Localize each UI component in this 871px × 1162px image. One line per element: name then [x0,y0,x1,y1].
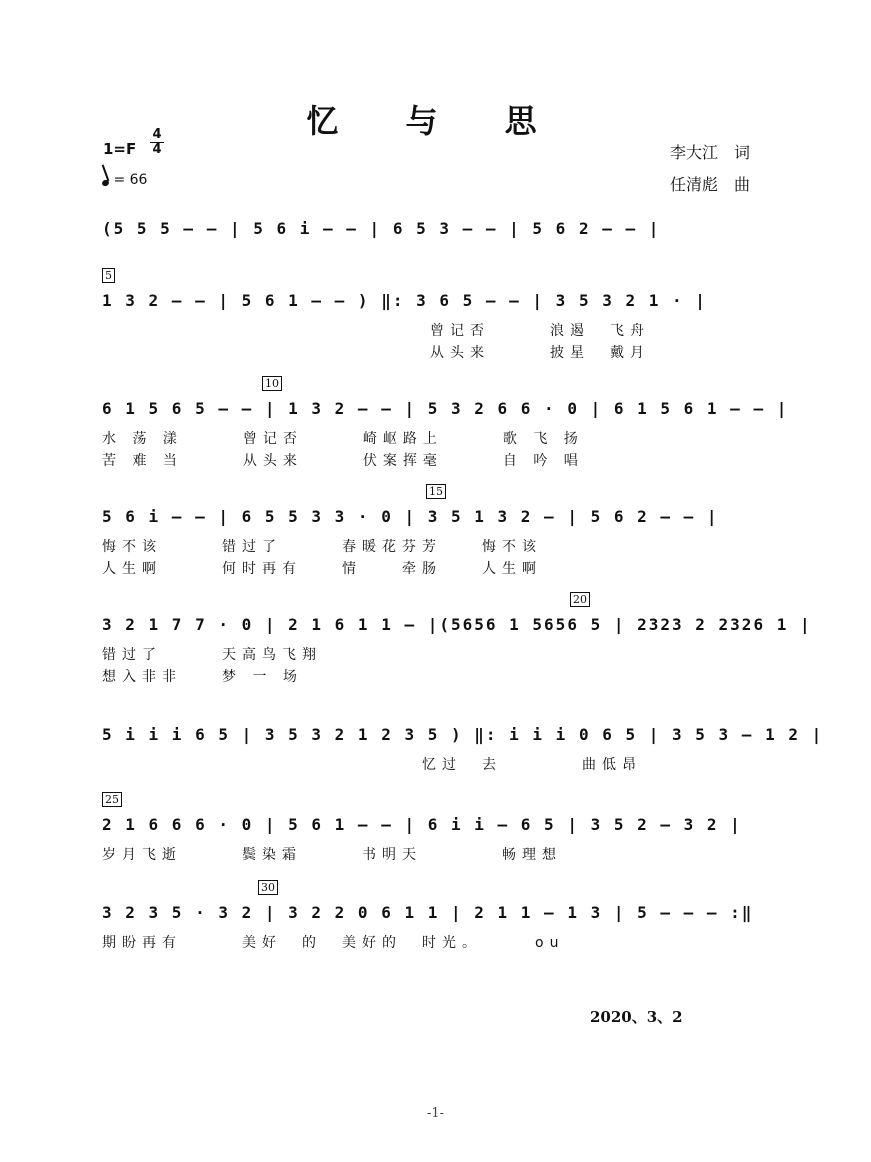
score-row-5 [102,610,812,642]
notation-line: 3 2 1 7 7 · 0 | 2 1 6 1 1 — |(5656 1 5656 5 | 2323 2 2326 1 | [102,615,812,634]
notation-line: 2 1 6 6 6 · 0 | 5 6 1 — — | 6 i i — 6 5 | 3 5 2 — 3 2 | [102,815,742,834]
measure-number: 25 [102,792,122,807]
score-row-1 [102,214,770,246]
lyrics-verse-2: 想入非非 梦 一 场 [102,669,303,685]
lyrics-verse-1: 岁月飞逝 鬓染霜 书明天 畅理想 [102,847,562,863]
score-row-4 [102,502,770,534]
notation-line: 1 3 2 — — | 5 6 1 — — ) ‖: 3 6 5 — — | 3 5 3 2 1 · | [102,291,707,310]
time-signature [150,128,164,157]
tempo-marking [102,172,147,188]
measure-number: 15 [426,484,446,499]
score-row-7 [102,810,770,842]
notation-line: 5 i i i 6 5 | 3 5 3 2 1 2 3 5 ) ‖: i i i 0 6 5 | 3 5 3 — 1 2 | [102,725,824,744]
lyrics-verse-1: 忆过 去 曲低昂 [102,757,642,773]
lyrics-verse-2: 人生啊 何时再有 情 牵肠 人生啊 [102,561,542,577]
lyrics-verse-2: 从头来 披星 戴月 [430,345,650,361]
score-row-6 [102,720,824,752]
notation-line: (5 5 5 — — | 5 6 i — — | 6 5 3 — — | 5 6 2 — — | [102,219,661,238]
lyrics-verse-2: 苦 难 当 从头来 伏案挥毫 自 吟 唱 [102,453,584,469]
lyrics-verse-1: 曾记否 浪遏 飞舟 [430,323,650,339]
score-row-3 [102,394,789,426]
lyrics-verse-1: 期盼再有 美好 的 美好的 时光。 ou [102,935,565,951]
lyrics-verse-1: 悔不该 错过了 春暖花芬芳 悔不该 [102,539,542,555]
page-number: -1- [426,1106,445,1121]
score-row-8 [102,898,770,930]
tempo-value: = 66 [113,172,148,188]
lyrics-verse-1: 错过了 天高鸟飞翔 [102,647,322,663]
notation-line: 3 2 3 5 · 3 2 | 3 2 2 0 6 1 1 | 2 1 1 — 1 3 | 5 — — — :‖ [102,903,754,922]
score-row-2 [102,286,770,318]
measure-number: 30 [258,880,278,895]
measure-number: 5 [102,268,115,283]
measure-number: 20 [570,592,590,607]
composer-credit: 任清彪 曲 [670,175,751,194]
notation-line: 5 6 i — — | 6 5 5 3 3 · 0 | 3 5 1 3 2 — | 5 6 2 — — | [102,507,719,526]
key-signature: 1=F [103,140,137,158]
quarter-note-icon [101,179,110,187]
song-title: 忆 与 思 [306,102,565,140]
time-sig-top: 4 [152,127,162,142]
lyricist-credit: 李大江 词 [670,143,751,162]
lyrics-verse-1: 水 荡 漾 曾记否 崎岖路上 歌 飞 扬 [102,431,584,447]
composition-date: 2020、3、2 [590,1008,683,1026]
measure-number: 10 [262,376,282,391]
time-sig-bottom: 4 [152,142,162,157]
notation-line: 6 1 5 6 5 — — | 1 3 2 — — | 5 3 2 6 6 · 0 | 6 1 5 6 1 — — | [102,399,789,418]
